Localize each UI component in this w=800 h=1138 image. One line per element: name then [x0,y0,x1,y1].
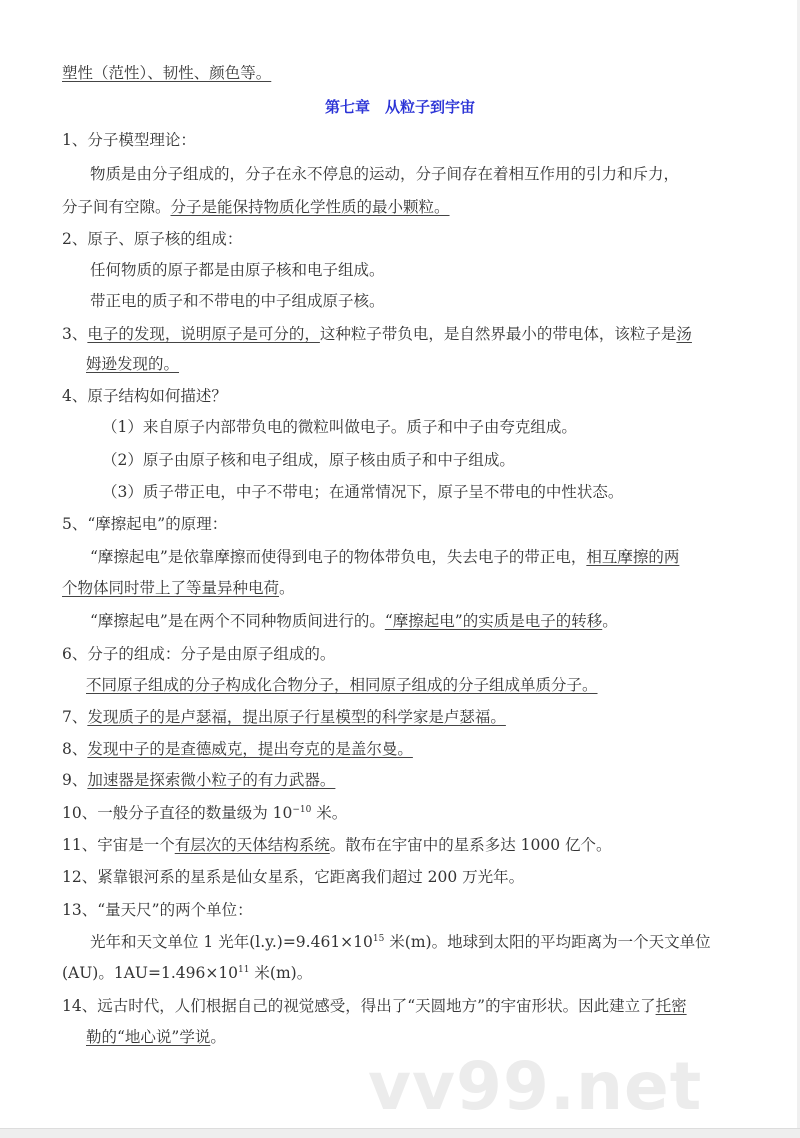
text-segment: 3、 [62,325,88,343]
text-segment: 米(m)。地球到太阳的平均距离为一个天文单位 [384,933,711,951]
text-line [62,995,687,1017]
text-line [62,738,413,760]
text-line [102,481,623,503]
text-segment: “摩擦起电”是依靠摩擦而使得到电子的物体带负电，失去电子的带正电， [90,548,587,566]
underlined-text: 勒的“地心说”学说 [86,1028,211,1046]
text-line [62,323,692,345]
text-line [62,643,335,665]
text-line [90,163,679,185]
underlined-text: 发现质子的是卢瑟福，提出原子行星模型的科学家是卢瑟福。 [87,708,506,726]
text-segment: （1）来自原子内部带负电的微粒叫做电子。质子和中子由夸克组成。 [102,418,577,436]
text-line [90,546,679,568]
text-segment: 13、“量天尺”的两个单位： [62,901,253,919]
text-line [62,385,227,407]
text-line [86,674,598,696]
text-segment: 8、 [62,740,88,758]
superscript-exponent: −10 [292,804,312,815]
underlined-text: 姆逊发现的。 [86,355,180,373]
text-segment: （2）原子由原子核和电子组成，原子核由质子和中子组成。 [102,451,515,469]
text-segment: “摩擦起电”是在两个不同种物质间进行的。 [90,612,385,630]
text-line [62,706,506,728]
text-line [90,931,711,953]
text-line [102,416,577,438]
text-segment: 带正电的质子和不带电的中子组成原子核。 [90,292,385,310]
text-segment: 6、分子的组成：分子是由原子组成的。 [62,645,336,663]
text-line [62,899,253,921]
text-segment: 米(m)。 [249,964,313,982]
text-segment: 12、紧靠银河系的星系是仙女星系，它距离我们超过 200 万光年。 [62,868,525,886]
text-segment: (AU)。1AU=1.496×10 [62,964,239,982]
text-line [90,290,385,312]
text-segment: 4、原子结构如何描述？ [62,387,227,405]
text-segment: 9、 [62,771,88,789]
text-segment: 。 [602,612,618,630]
text-segment: 10、一般分子直径的数量级为 10 [62,804,293,822]
underlined-text: 相互摩擦的两 [586,548,680,566]
text-line [90,610,618,632]
text-line [62,513,227,535]
underlined-text: “摩擦起电”的实质是电子的转移 [384,612,603,630]
text-segment: 7、 [62,708,88,726]
text-segment: （3）质子带正电，中子不带电；在通常情况下，原子呈不带电的中性状态。 [102,483,624,501]
text-line [62,62,271,84]
chapter-title [0,96,800,118]
underlined-text: 塑性（范性）、韧性、颜色等。 [62,64,272,82]
watermark: vv99.net [368,1048,703,1125]
underlined-text: 个物体同时带上了等量异种电荷 [62,579,280,597]
text-line [102,449,515,471]
text-segment: 5、“摩擦起电”的原理： [62,515,228,533]
underlined-text: 加速器是探索微小粒子的有力武器。 [87,771,336,789]
text-segment: 分子间有空隙。 [62,198,171,216]
underlined-text: 汤 [676,325,692,343]
text-segment: 第七章 从粒子到宇宙 [324,98,475,116]
text-line [62,866,524,888]
text-line [86,1026,226,1048]
text-line [86,353,179,375]
superscript-exponent: 15 [372,933,385,944]
text-segment: 米。 [311,804,348,822]
text-segment: 。 [279,579,295,597]
text-segment: 。散布在宇宙中的星系多达 1000 亿个。 [329,836,612,854]
underlined-text: 有层次的天体结构系统 [174,836,330,854]
text-segment: 14、远古时代，人们根据自己的视觉感受，得出了“天圆地方”的宇宙形状。因此建立了 [62,997,656,1015]
superscript-exponent: 11 [238,964,250,975]
text-segment: 1、分子模型理论： [62,131,196,149]
text-segment: 光年和天文单位 1 光年(l.y.)=9.461×10 [90,933,373,951]
text-segment: 物质是由分子组成的，分子在永不停息的运动，分子间存在着相互作用的引力和斥力， [90,165,680,183]
text-segment: 。 [210,1028,226,1046]
text-line [62,802,347,824]
text-segment: 这种粒子带负电，是自然界最小的带电体，该粒子是 [319,325,677,343]
text-line [62,834,612,856]
underlined-text: 托密 [655,997,687,1015]
text-segment: 11、宇宙是一个 [62,836,175,854]
underlined-text: 电子的发现，说明原子是可分的， [87,325,320,343]
text-segment: 任何物质的原子都是由原子核和电子组成。 [90,261,385,279]
text-line [62,577,295,599]
underlined-text: 发现中子的是查德威克，提出夸克的是盖尔曼。 [87,740,413,758]
text-line [62,129,196,151]
text-segment: 2、原子、原子核的组成： [62,230,243,248]
underlined-text: 分子是能保持物质化学性质的最小颗粒。 [170,198,450,216]
text-line [90,259,385,281]
underlined-text: 不同原子组成的分子构成化合物分子，相同原子组成的分子组成单质分子。 [86,676,598,694]
text-line [62,196,450,218]
text-line [62,769,335,791]
text-line [62,962,312,984]
text-line [62,228,242,250]
